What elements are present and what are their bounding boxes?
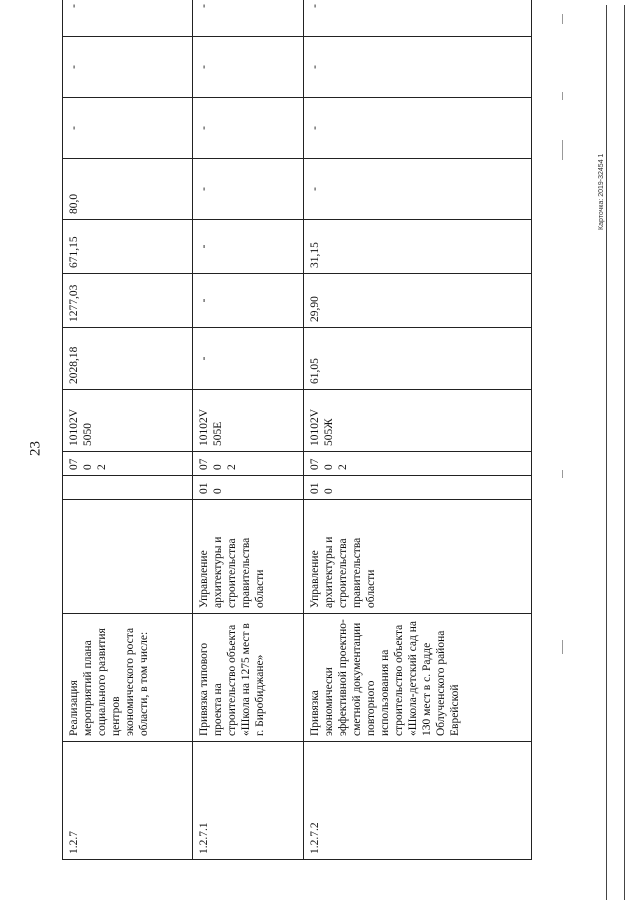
csr-code: 10102V 505Ж [303,390,531,452]
table-container [62,4,532,860]
value-7: - [193,0,304,37]
program-table [62,0,532,860]
scan-mark [562,140,563,160]
executor: Управление архитектуры и строительства правительства области [193,500,304,614]
value-5: - [193,98,304,159]
rzpr-code: 070 2 [63,452,193,476]
value-4: - [303,159,531,220]
value-4: 80,0 [63,159,193,220]
value-total: 61,05 [303,328,531,390]
value-total: 2028,18 [63,328,193,390]
stamp-text: Карточка: 2019-32454 1 [598,153,605,230]
row-number: 1.2.7.1 [193,742,304,860]
csr-code: 10102V 505Е [193,390,304,452]
row-number: 1.2.7 [63,742,193,860]
value-2: - [193,274,304,328]
value-5: - [63,98,193,159]
rzpr-code: 070 2 [303,452,531,476]
executor [63,500,193,614]
row-title: Реализация мероприятий плана социального развития центров экономического роста области, в том числе: [63,614,193,742]
value-7: - [303,0,531,37]
grbs-code: 010 [303,476,531,500]
value-3: 31,15 [303,220,531,274]
value-5: - [303,98,531,159]
grbs-code: 010 [193,476,304,500]
scan-mark [562,470,563,478]
row-title: Привязка типового проекта на строительство объекта «Школа на 1275 мест в г. Биробиджане» [193,614,304,742]
value-4: - [193,159,304,220]
registration-stamp [598,40,610,230]
scan-mark [562,92,563,100]
value-6: - [193,37,304,98]
page-number: 23 [27,441,44,456]
value-2: 1277,03 [63,274,193,328]
value-total: - [193,328,304,390]
row-title: Привязка экономически эффективной проектно-сметной документации повторного использования на строительство объекта «Школа-детский сад на 130 мест в с. Радде Облученского района Еврейской [303,614,531,742]
row-number: 1.2.7.2 [303,742,531,860]
value-3: - [193,220,304,274]
margin-line [624,5,625,900]
value-3: 671,15 [63,220,193,274]
rzpr-code: 070 2 [193,452,304,476]
csr-code: 10102V 5050 [63,390,193,452]
table-row [303,0,531,860]
table-row [193,0,304,860]
grbs-code [63,476,193,500]
value-2: 29,90 [303,274,531,328]
table-row [63,0,193,860]
scan-mark [562,14,563,24]
scan-mark [562,640,563,654]
value-6: - [303,37,531,98]
value-7: - [63,0,193,37]
value-6: - [63,37,193,98]
executor: Управление архитектуры и строительства правительства области [303,500,531,614]
